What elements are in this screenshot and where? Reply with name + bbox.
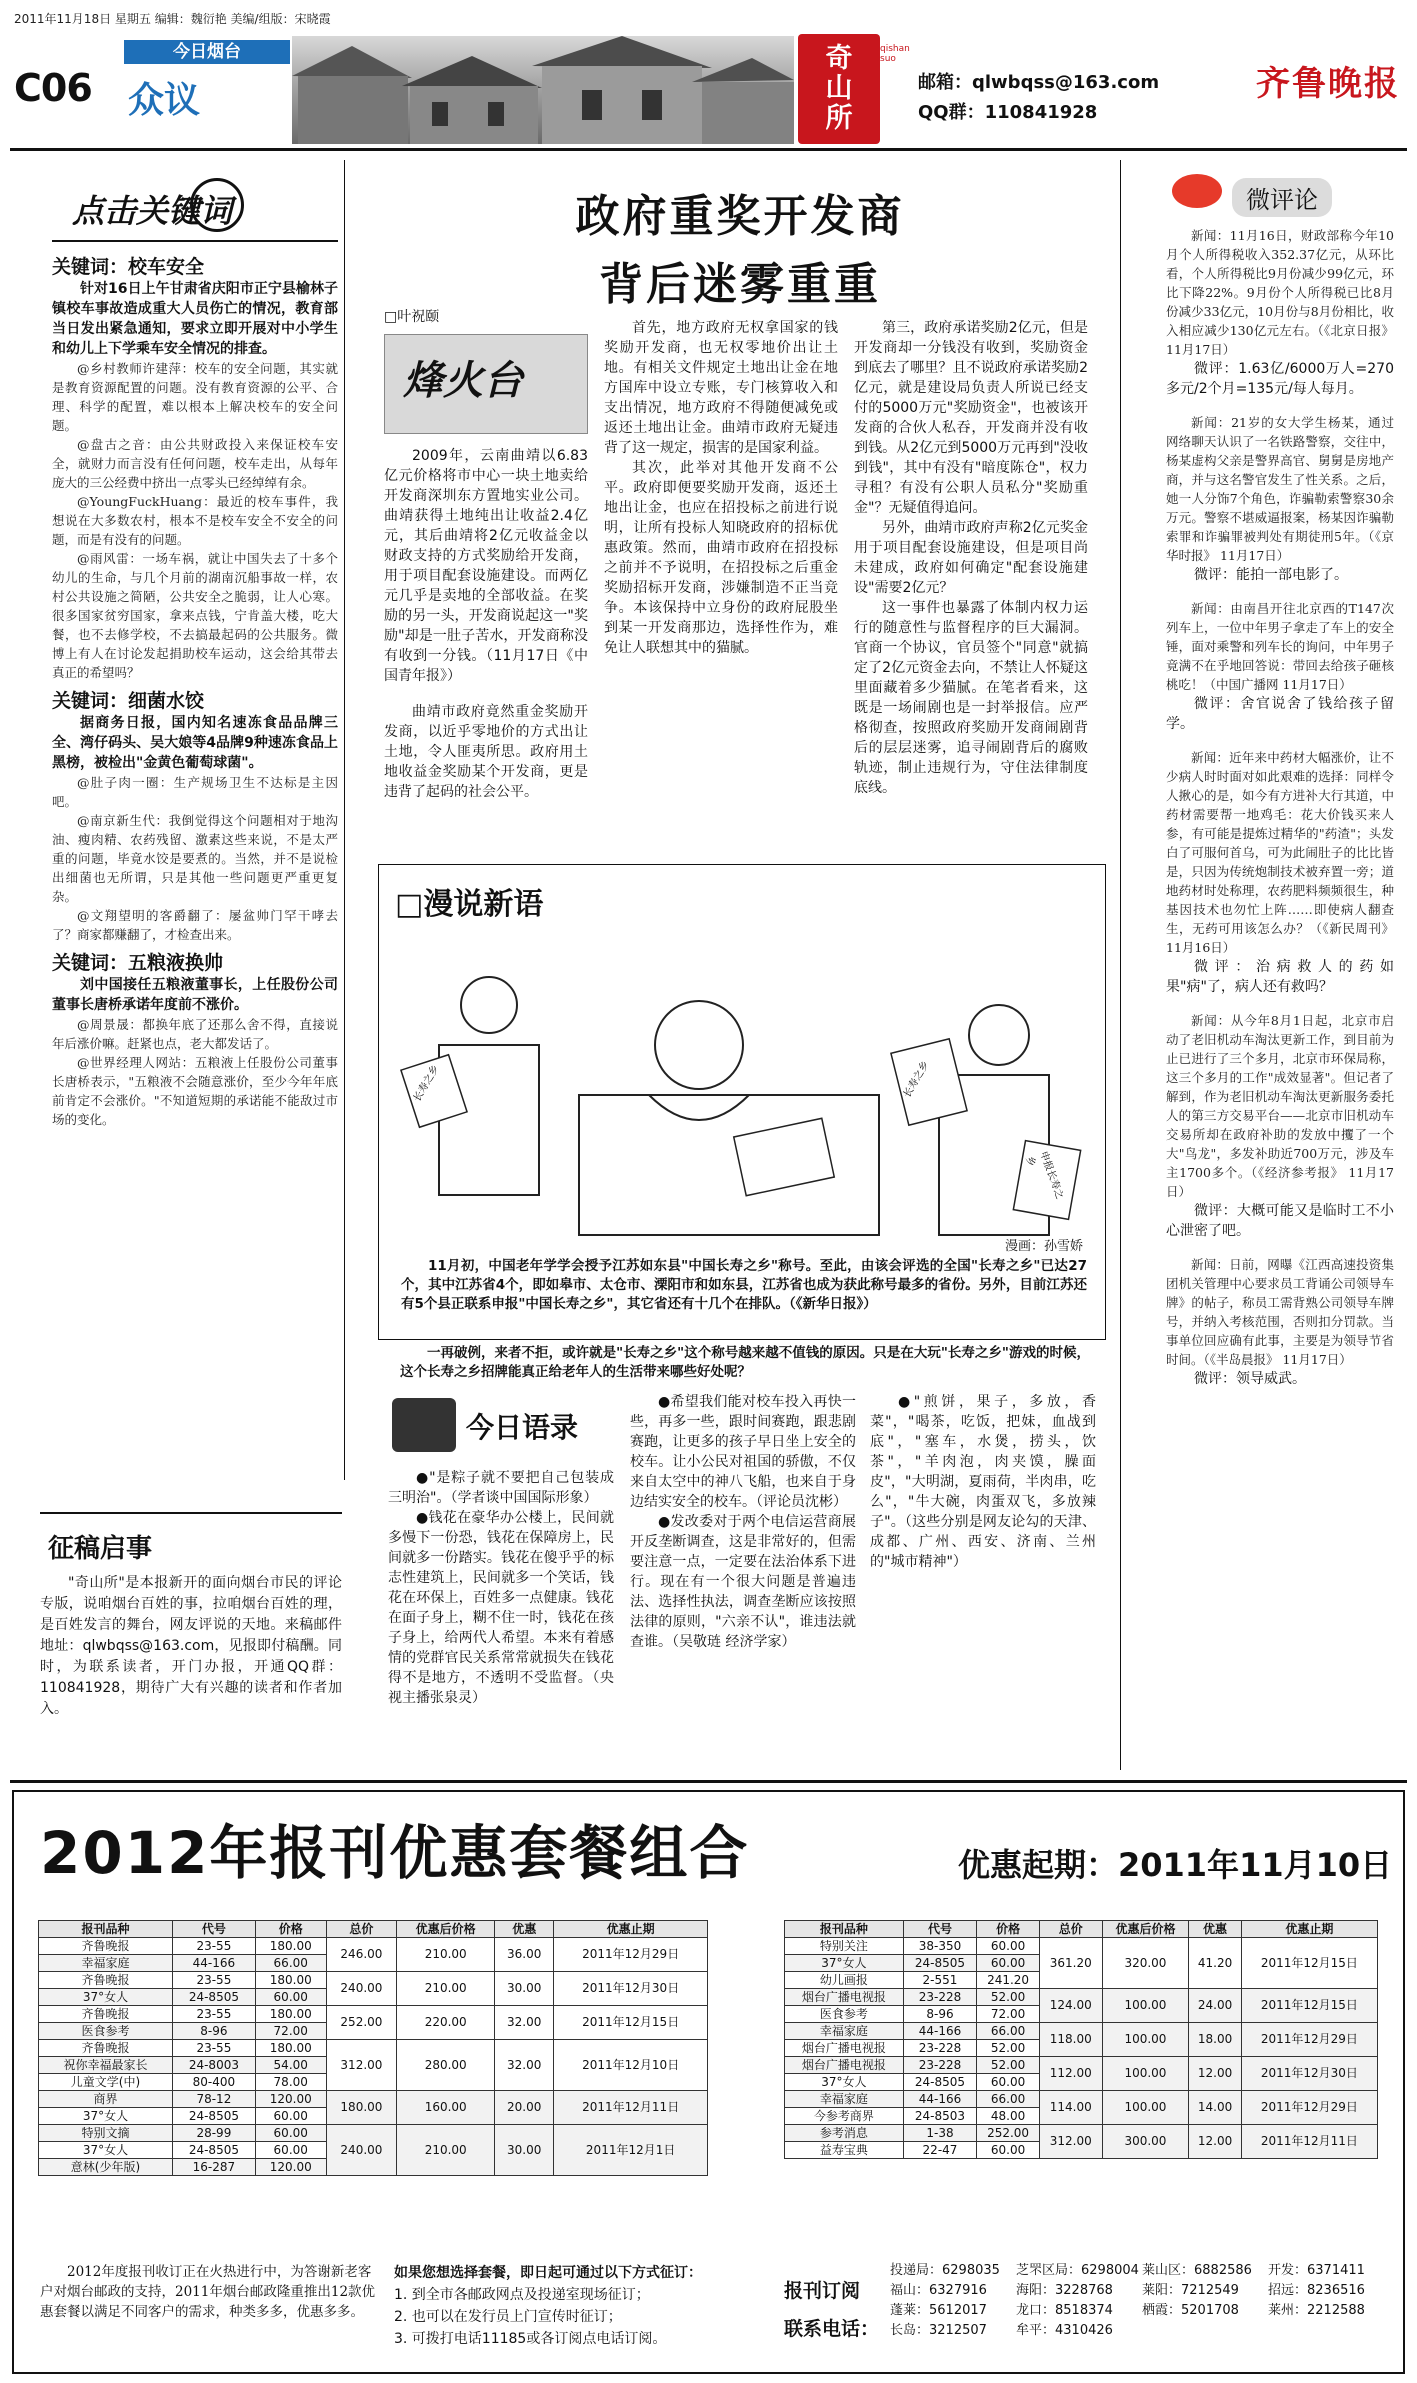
comment: @盘古之音：由公共财政投入来保证校车安全，就财力而言没有任何问题，校车走出，从每年庞大的三公经费中挤出一点零头已经绰绰有余。 xyxy=(52,437,338,490)
table-cell: 幸福家庭 xyxy=(39,1955,173,1972)
table-cell: 36.00 xyxy=(495,1938,554,1972)
table-cell: 2011年12月10日 xyxy=(554,2040,708,2091)
table-cell: 66.00 xyxy=(977,2091,1040,2108)
comment: @肚子肉一圈：生产规场卫生不达标是主因吧。 xyxy=(52,775,338,809)
table-cell: 24-8505 xyxy=(172,2142,255,2159)
phone-number: 莱山区：6882586 xyxy=(1142,2263,1252,2278)
table-cell: 24-8503 xyxy=(903,2108,977,2125)
comment: @乡村教师许建萍：校车的安全问题，其实就是教育资源配置的问题。没有教育资源的公平、合理、科学的配置，难以根本上解决校车的安全问题。 xyxy=(52,361,338,433)
order-method: 3. 可拨打电话11185或各订阅点电话订阅。 xyxy=(394,2331,667,2347)
table-cell: 38-350 xyxy=(903,1938,977,1955)
table-cell: 41.20 xyxy=(1189,1938,1241,1989)
quote-item: ●"是粽子就不要把自己包装成三明治"。（学者谈中国国际形象） xyxy=(388,1470,614,1506)
subscribe-label-1: 报刊订阅 xyxy=(784,2280,861,2302)
table-cell: 60.00 xyxy=(255,1989,326,2006)
weibo-title: 微评论 xyxy=(1232,178,1332,217)
table-cell: 8-96 xyxy=(172,2023,255,2040)
weibo-news: 新闻：由南昌开往北京西的T147次列车上，一位中年男子拿走了车上的安全锤，面对乘警和列车长的询问，中年男子竟满不在乎地回答说：带回去给孩子砸核桃吃！（中国广播网 11月17日） xyxy=(1166,601,1394,692)
article-paragraph: 曲靖市政府竟然重金奖励开发商，以近乎零地价的方式出让土地，令人匪夷所思。政府用土地收益金奖励某个开发商，更是违背了起码的社会公平。 xyxy=(384,704,588,800)
table-cell: 160.00 xyxy=(397,2091,495,2125)
table-header-cell: 报刊品种 xyxy=(785,1921,904,1938)
table-cell: 今参考商界 xyxy=(785,2108,904,2125)
table-cell: 22-47 xyxy=(903,2142,977,2159)
table-cell: 齐鲁晚报 xyxy=(39,2040,173,2057)
table-cell: 2011年12月11日 xyxy=(1241,2125,1377,2159)
table-header-cell: 优惠 xyxy=(495,1921,554,1938)
table-row xyxy=(39,2006,708,2023)
cartoon-sign: 申报长寿之乡 xyxy=(1023,1149,1065,1201)
phone-number: 芝罘区局：6298004 xyxy=(1016,2263,1139,2278)
cartoon-credit: 漫画：孙雪娇 xyxy=(1004,1239,1083,1254)
article-paragraph: 其次，此举对其他开发商不公平。政府即便要奖励开发商，返还土地出让金，也应在招投标之前进行说明，让所有投标人知晓政府的招标优惠政策。然而，曲靖市政府在招投标之前并不予说明，在招投标之后重金奖励招标开发商，涉嫌制造不正当竞争。本该保持中立身份的政府屁股坐到某一开发商那边，选择性作为，难免让人联想其中的猫腻。 xyxy=(604,460,838,656)
table-cell: 医食参考 xyxy=(785,2006,904,2023)
table-row xyxy=(39,2125,708,2142)
subscribe-label-2: 联系电话： xyxy=(784,2318,880,2340)
table-cell: 180.00 xyxy=(326,2091,397,2125)
quotes-col-1 xyxy=(388,1468,614,1768)
table-cell: 32.00 xyxy=(495,2006,554,2040)
table-header-cell: 价格 xyxy=(255,1921,326,1938)
weibo-reply: 微评：能拍一部电影了。 xyxy=(1194,567,1348,583)
table-cell: 72.00 xyxy=(255,2023,326,2040)
quote-item: ●"煎饼，果子，多放，香菜"，"喝茶，吃饭，把妹，血战到底"，"塞车，水煲，捞头，饮茶"，"羊肉泡，肉夹馍，臊面皮"，"大明湖，夏雨荷，半肉串，吃么"，"牛大碗，肉蛋双飞，多放辣子"。（这些分别是网友论勾的天津、成都、广州、西安、济南、兰州的"城市精神"） xyxy=(870,1394,1096,1570)
table-cell: 52.00 xyxy=(977,2057,1040,2074)
table-cell: 2011年12月29日 xyxy=(1241,2023,1377,2057)
table-cell: 37°女人 xyxy=(785,2074,904,2091)
table-cell: 100.00 xyxy=(1102,2057,1189,2091)
table-header-cell: 优惠止期 xyxy=(554,1921,708,1938)
table-cell: 44-166 xyxy=(172,1955,255,1972)
table-cell: 2011年12月15日 xyxy=(1241,1938,1377,1989)
table-cell: 120.00 xyxy=(255,2159,326,2176)
table-cell: 100.00 xyxy=(1102,2023,1189,2057)
table-cell: 280.00 xyxy=(397,2040,495,2091)
brand-logo: 齐鲁晚报 xyxy=(1256,64,1400,104)
table-header-cell: 代号 xyxy=(903,1921,977,1938)
table-cell: 52.00 xyxy=(977,2040,1040,2057)
table-cell: 252.00 xyxy=(326,2006,397,2040)
table-row xyxy=(785,1938,1378,1955)
table-header-cell: 优惠后价格 xyxy=(397,1921,495,1938)
table-cell: 24.00 xyxy=(1189,1989,1241,2023)
phone-number: 福山：6327916 xyxy=(890,2283,987,2298)
table-cell: 30.00 xyxy=(495,2125,554,2176)
table-cell: 烟台广播电视报 xyxy=(785,2057,904,2074)
header-rule xyxy=(10,148,1407,151)
column-rule xyxy=(1120,160,1121,1770)
table-cell: 2011年12月15日 xyxy=(1241,1989,1377,2023)
keywords-column xyxy=(52,172,338,1492)
logo-text: 奇山所 xyxy=(825,43,853,134)
keyword-lead: 据商务日报，国内知名速冻食品品牌三全、湾仔码头、吴大娘等4品牌9种速冻食品上黑榜，被检出"金黄色葡萄球菌"。 xyxy=(52,715,338,771)
table-cell: 23-55 xyxy=(172,1938,255,1955)
notice-title: 征稿启事 xyxy=(48,1534,153,1564)
comment: @世界经理人网站：五粮液上任股份公司董事长唐桥表示，"五粮液不会随意涨价，至少今年年底前肯定不会涨价。"不知道短期的承诺能不能敌过市场的变化。 xyxy=(52,1055,338,1127)
table-cell: 益寿宝典 xyxy=(785,2142,904,2159)
phone-number: 栖霞：5201708 xyxy=(1142,2303,1239,2318)
table-row xyxy=(785,2023,1378,2040)
order-method: 1. 到全市各邮政网点及投递室现场征订； xyxy=(394,2287,650,2303)
table-cell: 烟台广播电视报 xyxy=(785,2040,904,2057)
table-cell: 1-38 xyxy=(903,2125,977,2142)
table-cell: 医食参考 xyxy=(39,2023,173,2040)
table-cell: 60.00 xyxy=(255,2125,326,2142)
order-methods-title: 如果您想选择套餐，即日起可通过以下方式征订： xyxy=(394,2265,702,2281)
table-cell: 60.00 xyxy=(977,2142,1040,2159)
table-cell: 37°女人 xyxy=(39,1989,173,2006)
table-cell: 14.00 xyxy=(1189,2091,1241,2125)
table-row xyxy=(39,2040,708,2057)
table-cell: 幼儿画报 xyxy=(785,1972,904,1989)
article-col-2 xyxy=(604,318,838,856)
headline-line-2: 背后迷雾重重 xyxy=(599,259,881,310)
table-cell: 12.00 xyxy=(1189,2125,1241,2159)
table-cell: 烟台广播电视报 xyxy=(785,1989,904,2006)
article-col-1 xyxy=(384,446,588,856)
table-cell: 361.20 xyxy=(1039,1938,1102,1989)
table-row xyxy=(39,2091,708,2108)
weibo-reply: 微评：治病救人的药如果"病"了，病人还有救吗？ xyxy=(1166,959,1394,995)
magnifier-icon xyxy=(190,178,244,232)
table-row xyxy=(785,2057,1378,2074)
notice-box xyxy=(40,1512,342,1772)
section-tag: 今日烟台 xyxy=(124,40,290,64)
phone-number: 长岛：3212507 xyxy=(890,2323,987,2338)
comment: @文翔望明的客爵翻了：屡盆帅门罕干哮去了？商家都赚翻了，才检查出来。 xyxy=(52,908,338,942)
table-cell: 幸福家庭 xyxy=(785,2023,904,2040)
table-cell: 37°女人 xyxy=(39,2142,173,2159)
column-logo: 烽火台 xyxy=(403,357,523,404)
table-cell: 28-99 xyxy=(172,2125,255,2142)
table-cell: 210.00 xyxy=(397,2125,495,2176)
table-cell: 幸福家庭 xyxy=(785,2091,904,2108)
contact-qq: QQ群：110841928 xyxy=(918,102,1098,123)
table-cell: 特别文摘 xyxy=(39,2125,173,2142)
table-cell: 齐鲁晚报 xyxy=(39,1972,173,1989)
phone-number: 牟平：4310426 xyxy=(1016,2323,1113,2338)
keywords-heading: 点击关键词 xyxy=(72,192,233,230)
order-method: 2. 也可以在发行员上门宣传时征订； xyxy=(394,2309,622,2325)
table-header-cell: 优惠止期 xyxy=(1241,1921,1377,1938)
quote-item: ●发改委对于两个电信运营商展开反垄断调查，这是非常好的，但需要注意一点，一定要在法治体系下进行。现在有一个很大问题是普遍违法、选择性执法，调查垄断应该按照法律的原则，"六亲不认"，谁违法就查谁。（吴敬琏 经济学家） xyxy=(630,1514,856,1650)
phone-number: 投递局：6298035 xyxy=(890,2263,1000,2278)
table-cell: 300.00 xyxy=(1102,2125,1189,2159)
header-photo xyxy=(292,36,794,144)
table-cell: 2011年12月30日 xyxy=(554,1972,708,2006)
weibo-reply: 微评：领导威武。 xyxy=(1194,1371,1306,1387)
table-cell: 祝你幸福最家长 xyxy=(39,2057,173,2074)
table-cell: 60.00 xyxy=(977,1938,1040,1955)
table-cell: 180.00 xyxy=(255,1938,326,1955)
table-cell: 2011年12月29日 xyxy=(554,1938,708,1972)
ad-period: 优惠起期：2011年11月10日 xyxy=(958,1846,1393,1884)
table-cell: 220.00 xyxy=(397,2006,495,2040)
page-number: C06 xyxy=(14,66,92,110)
table-cell: 儿童文学(中) xyxy=(39,2074,173,2091)
ad-footer-left: 2012年度报刊收订正在火热进行中，为答谢新老客户对烟台邮政的支持，2011年烟台邮政隆重推出12款优惠套餐以满足不同客户的需求，种类多多，优惠多多。 xyxy=(40,2264,376,2320)
weibo-reply: 微评：1.63亿/6000万人=270多元/2个月=135元/每人每月。 xyxy=(1166,361,1394,397)
table-row xyxy=(39,1972,708,1989)
table-cell: 24-8505 xyxy=(903,1955,977,1972)
table-cell: 齐鲁晚报 xyxy=(39,2006,173,2023)
article-paragraph: 2009年，云南曲靖以6.83亿元价格将市中心一块土地卖给开发商深圳东方置地实业公司。曲靖获得土地纯出让收益2.4亿元，其后曲靖将2亿元收益金以财政支持的方式奖励给开发商，用于项目配套设施建设。而两亿元几乎是卖地的全部收益。在奖励的另一头，开发商说起这一"奖励"却是一肚子苦水，开发商称没有收到一分钱。（11月17日《中国青年报》） xyxy=(384,448,588,684)
table-header-cell: 报刊品种 xyxy=(39,1921,173,1938)
headline xyxy=(380,180,1100,312)
table-cell: 特别关注 xyxy=(785,1938,904,1955)
table-cell: 齐鲁晚报 xyxy=(39,1938,173,1955)
table-cell: 124.00 xyxy=(1039,1989,1102,2023)
cartoon-title: □漫说新语 xyxy=(395,887,544,922)
comment: @YoungFuckHuang：最近的校车事件，我想说在大多数农村，根本不是校车安全不安全的问题，而是有没有的问题。 xyxy=(52,494,338,547)
table-cell: 78.00 xyxy=(255,2074,326,2091)
table-cell: 商界 xyxy=(39,2091,173,2108)
table-cell: 23-228 xyxy=(903,2040,977,2057)
ad-footer-mid xyxy=(394,2262,774,2350)
table-cell: 20.00 xyxy=(495,2091,554,2125)
cartoon-commentary: 一再破例，来者不拒，或许就是"长寿之乡"这个称号越来越不值钱的原因。只是在大玩"长寿之乡"游戏的时候，这个长寿之乡招牌能真正给老年人的生活带来哪些好处呢？ xyxy=(400,1345,1090,1380)
table-row xyxy=(785,2091,1378,2108)
table-cell: 54.00 xyxy=(255,2057,326,2074)
cartoon-sign: 长寿之乡 xyxy=(411,1063,442,1104)
table-cell: 66.00 xyxy=(977,2023,1040,2040)
quote-item: ●钱花在豪华办公楼上，民间就多慢下一份恐，钱花在保障房上，民间就多一份踏实。钱花在傻乎乎的标志性建筑上，民间就多一个笑话，钱花在环保上，百姓多一点健康。钱花在面子身上，糊不住一时，钱花在孩子身上，给两代人希望。本来有着感情的党群官民关系常常就损失在钱花得不是地方，不透明不受监督。（央视主播张泉灵） xyxy=(388,1510,614,1706)
table-cell: 16-287 xyxy=(172,2159,255,2176)
table-cell: 44-166 xyxy=(903,2023,977,2040)
phone-number: 莱州：2212588 xyxy=(1268,2303,1365,2318)
comment: @雨风雷：一场车祸，就让中国失去了十多个幼儿的生命，与几个月前的湖南沉船事故一样，农村公共设施之简陋，公共安全之脆弱，让人心寒。很多国家贫穷国家，拿来点钱，宁肯盖大楼，吃大餐，也不去修学校，不去搞最起码的公共服务。微博上有人在讨论发起捐助校车运动，这会给其带去真正的希望吗？ xyxy=(52,551,338,680)
table-cell: 参考消息 xyxy=(785,2125,904,2142)
table-cell: 118.00 xyxy=(1039,2023,1102,2057)
table-row xyxy=(39,1938,708,1955)
table-header-cell: 价格 xyxy=(977,1921,1040,1938)
table-cell: 2011年12月29日 xyxy=(1241,2091,1377,2125)
table-cell: 2011年12月30日 xyxy=(1241,2057,1377,2091)
article-col-3 xyxy=(854,318,1088,856)
quotes-header xyxy=(388,1392,614,1462)
comment: @南京新生代：我倒觉得这个问题相对于地沟油、瘦肉精、农药残留、激素这些来说，不是太严重的问题，毕竟水饺是要煮的。当然，并不是说检出细菌也无所谓，只是其他一些问题更严重更复杂。 xyxy=(52,813,338,904)
table-cell: 48.00 xyxy=(977,2108,1040,2125)
table-cell: 52.00 xyxy=(977,1989,1040,2006)
table-cell: 8-96 xyxy=(903,2006,977,2023)
notice-body: "奇山所"是本报新开的面向烟台市民的评论专版，说咱烟台百姓的事，拉咱烟台百姓的理，是百姓发言的舞台，网友评说的天地。来稿邮件地址：qlwbqss@163.com，见报即付稿酬。同时，为联系读者，开门办报，开通QQ群：110841928，期待广大有兴趣的读者和作者加入。 xyxy=(40,1575,342,1717)
table-cell: 60.00 xyxy=(977,1955,1040,1972)
weibo-news: 新闻：近年来中药材大幅涨价，让不少病人时时面对如此艰难的选择：同样令人揪心的是，如今有方进补大行其道，中药材需要帮一地鸡毛：花大价钱买来人参，有可能是提炼过精华的"药渣"；头发白了可服何首乌，可为此闹肚子的比比皆是，只因为传统炮制技术被弃置一旁；道地药材时处称理，农药肥料频频很生，种基因技术也勿忙上阵……即使病人翻查生，无药可用该怎么办？（《新民周刊》 11月16日） xyxy=(1166,750,1394,955)
weibo-news: 新闻：从今年8月1日起，北京市启动了老旧机动车淘汰更新工作，到目前为止已进行了三个多月，北京市环保局称，这三个多月的工作"成效显著"。但记者了解到，作为老旧机动车淘汰更新服务委托人的第三方交易平台——北京市旧机动车交易所却在政府补助的发放中攫了一个大"鸟龙"，多发补助近700万元，涉及车主1700多个。（《经济参考报》 11月17日） xyxy=(1166,1013,1394,1199)
weibo-news: 新闻：21岁的女大学生杨某，通过网络聊天认识了一名铁路警察，交往中，杨某虚构父亲是警界高官、舅舅是房地产商，并与这名警官发生了性关系。之后，她一人分饰7个角色，诈骗勒索警察30余万元。警察不堪威逼报案，杨某因诈骗勒索罪和诈骗罪被判处有期徒刑5年。（《京华时报》 11月17日） xyxy=(1166,415,1394,563)
table-cell: 114.00 xyxy=(1039,2091,1102,2125)
table-cell: 60.00 xyxy=(255,2142,326,2159)
phone-number: 莱阳：7212549 xyxy=(1142,2283,1239,2298)
table-cell: 23-55 xyxy=(172,1972,255,1989)
weibo-header xyxy=(1172,168,1392,218)
table-cell: 100.00 xyxy=(1102,2091,1189,2125)
article-paragraph: 这一事件也暴露了体制内权力运行的随意性与监督程序的巨大漏洞。官商一个协议，官员签个"同意"就搞定了2亿元资金去向，不禁让人怀疑这里面藏着多少猫腻。在笔者看来，这既是一场闹剧也是一封举报信。应严格彻查，按照政府奖励开发商闹剧背后的层层迷雾，追寻闹剧背后的腐败轨迹，制止违规行为，守住法律制度底线。 xyxy=(854,600,1088,796)
table-cell: 240.00 xyxy=(326,2125,397,2176)
table-header-cell: 优惠 xyxy=(1189,1921,1241,1938)
table-cell: 24-8505 xyxy=(903,2074,977,2091)
table-cell: 37°女人 xyxy=(39,2108,173,2125)
keyword-lead: 针对16日上午甘肃省庆阳市正宁县榆林子镇校车事故造成重大人员伤亡的情况，教育部当日发出紧急通知，要求立即开展对中小学生和幼儿上下学乘车安全情况的排查。 xyxy=(52,281,338,357)
weibo-column xyxy=(1166,226,1394,1768)
contact-email: 邮箱：qlwbqss@163.com xyxy=(918,72,1160,93)
table-cell: 2011年12月1日 xyxy=(554,2125,708,2176)
article-paragraph: 第三，政府承诺奖励2亿元，但是开发商却一分钱没有收到，奖励资金到底去了哪里？且不说政府承诺奖励2亿元，就是建设局负责人所说已经支付的5000万元"奖励资金"，也被该开发商的合伙人私吞，开发商并没有收到钱。从2亿元到5000万元再到"没收到钱"，其中有没有"暗度陈仓"，权力寻租？有没有公职人员私分"奖励重金"？无疑值得追问。 xyxy=(854,320,1088,516)
comment: @周景晟：都换年底了还那么舍不得，直接说年后涨价嘛。赶紧也点，老大都发话了。 xyxy=(52,1017,338,1051)
table-cell: 180.00 xyxy=(255,1972,326,1989)
table-cell: 2-551 xyxy=(903,1972,977,1989)
table-row xyxy=(785,1989,1378,2006)
table-cell: 44-166 xyxy=(903,2091,977,2108)
table-row xyxy=(785,2125,1378,2142)
phone-number: 开发：6371411 xyxy=(1268,2263,1365,2278)
quote-item: ●希望我们能对校车投入再快一些，再多一些，跟时间赛跑，跟悲剧赛跑，让更多的孩子早日坐上安全的校车。让小公民对祖国的骄傲，不仅来自太空中的神八飞船，也来自于身边结实安全的校车。（评论员沈彬） xyxy=(630,1394,856,1510)
weibo-reply: 微评：舍官说舍了钱给孩子留学。 xyxy=(1166,696,1394,732)
table-header-cell: 优惠后价格 xyxy=(1102,1921,1189,1938)
phone-number: 蓬莱：5612017 xyxy=(890,2303,987,2318)
table-cell: 246.00 xyxy=(326,1938,397,1972)
article-paragraph: 首先，地方政府无权拿国家的钱奖励开发商，也无权零地价出让土地。有相关文件规定土地出让金在地方国库中设立专账，专门核算收入和支出情况，地方政府不得随便减免或返还土地出让金。曲靖市政府无疑违背了这一规定，损害的是国家利益。 xyxy=(604,320,838,456)
weibo-news: 新闻：日前，网曝《江西高速投资集团机关管理中心要求员工背诵公司领导车牌》的帖子，称员工需背熟公司领导车牌号，并纳入考核范围，否则扣分罚款。当事单位回应确有此事，主要是为领导节省时间。（《半岛晨报》 11月17日） xyxy=(1166,1257,1394,1367)
table-cell: 23-228 xyxy=(903,2057,977,2074)
quotes-col-2 xyxy=(630,1392,856,1768)
table-cell: 24-8505 xyxy=(172,1989,255,2006)
keyword-lead: 刘中国接任五粮液董事长，上任股份公司董事长唐桥承诺年度前不涨价。 xyxy=(52,977,338,1013)
speech-bubble-icon xyxy=(1172,174,1222,208)
table-cell: 72.00 xyxy=(977,2006,1040,2023)
table-cell: 23-228 xyxy=(903,1989,977,2006)
logo-seal xyxy=(798,34,880,144)
table-cell: 23-55 xyxy=(172,2006,255,2023)
table-cell: 60.00 xyxy=(255,2108,326,2125)
table-cell: 240.00 xyxy=(326,1972,397,2006)
table-cell: 32.00 xyxy=(495,2040,554,2091)
table-cell: 312.00 xyxy=(326,2040,397,2091)
table-cell: 18.00 xyxy=(1189,2023,1241,2057)
table-cell: 210.00 xyxy=(397,1972,495,2006)
table-cell: 66.00 xyxy=(255,1955,326,1972)
table-cell: 210.00 xyxy=(397,1938,495,1972)
quotes-col-3 xyxy=(870,1392,1096,1768)
table-header-cell: 总价 xyxy=(1039,1921,1102,1938)
table-cell: 180.00 xyxy=(255,2040,326,2057)
logo-pinyin: qishan suo xyxy=(880,44,910,64)
table-cell: 100.00 xyxy=(1102,1989,1189,2023)
table-cell: 312.00 xyxy=(1039,2125,1102,2159)
table-cell: 2011年12月11日 xyxy=(554,2091,708,2125)
cartoon-sign: 长寿之乡 xyxy=(901,1059,932,1100)
table-cell: 意林(少年版) xyxy=(39,2159,173,2176)
keyword-dumplings: 关键词：细菌水饺 xyxy=(52,690,205,712)
column-logo-box xyxy=(384,334,588,434)
keyword-wuliangye: 关键词：五粮液换帅 xyxy=(52,952,224,974)
phone-number: 招远：8236516 xyxy=(1268,2283,1365,2298)
keywords-section-title xyxy=(52,172,338,242)
section-title: 众议 xyxy=(128,80,201,121)
phone-number: 龙口：8518374 xyxy=(1016,2303,1113,2318)
phone-grid xyxy=(890,2262,1390,2340)
ad-rule xyxy=(10,1780,1407,1783)
table-cell: 120.00 xyxy=(255,2091,326,2108)
ad-title: 2012年报刊优惠套餐组合 xyxy=(40,1819,750,1887)
table-cell: 23-55 xyxy=(172,2040,255,2057)
table-cell: 80-400 xyxy=(172,2074,255,2091)
date-line: 2011年11月18日 星期五 编辑：魏衍艳 美编/组版：宋晓霞 xyxy=(14,12,331,26)
cartoon-box xyxy=(378,864,1106,1340)
table-cell: 112.00 xyxy=(1039,2057,1102,2091)
table-cell: 12.00 xyxy=(1189,2057,1241,2091)
table-cell: 320.00 xyxy=(1102,1938,1189,1989)
table-cell: 24-8505 xyxy=(172,2108,255,2125)
weibo-news: 新闻：11月16日，财政部称今年10月个人所得税收入352.37亿元，从环比看，个人所得税比9月份减少99亿元，环比下降22%。9月份个人所得税已比8月份减少33亿元，10月份与8月份相比，收入相应减少130亿元左右。（《北京日报》 11月17日） xyxy=(1166,228,1394,357)
package-table-right xyxy=(784,1920,1378,2159)
quotes-title: 今日语录 xyxy=(466,1411,579,1444)
table-cell: 78-12 xyxy=(172,2091,255,2108)
headline-line-1: 政府重奖开发商 xyxy=(575,191,905,242)
table-cell: 37°女人 xyxy=(785,1955,904,1972)
byline: □叶祝颐 xyxy=(384,309,440,325)
cartoon-caption: 11月初，中国老年学学会授予江苏如东县"中国长寿之乡"称号。至此，由该会评选的全国"长寿之乡"已达27个，其中江苏省4个，即如皋市、太仓市、溧阳市和如东县，江苏省也成为获此称号最多的省份。另外，目前江苏还有5个县正联系申报"中国长寿之乡"，其它省还有十几个在排队。（《新华日报》） xyxy=(401,1258,1087,1312)
column-rule xyxy=(344,160,345,1480)
table-cell: 24-8003 xyxy=(172,2057,255,2074)
package-table-left xyxy=(38,1920,708,2176)
table-cell: 180.00 xyxy=(255,2006,326,2023)
table-cell: 252.00 xyxy=(977,2125,1040,2142)
table-header-cell: 总价 xyxy=(326,1921,397,1938)
weibo-reply: 微评：大概可能又是临时工不小心泄密了吧。 xyxy=(1166,1203,1394,1239)
table-header-cell: 代号 xyxy=(172,1921,255,1938)
table-cell: 60.00 xyxy=(977,2074,1040,2091)
book-icon xyxy=(392,1398,456,1452)
table-cell: 30.00 xyxy=(495,1972,554,2006)
table-cell: 241.20 xyxy=(977,1972,1040,1989)
article-paragraph: 另外，曲靖市政府声称2亿元奖金用于项目配套设施建设，但是项目尚未建成，政府如何确定"配套设施建设"需要2亿元？ xyxy=(854,520,1088,596)
keyword-school-bus: 关键词：校车安全 xyxy=(52,256,205,278)
phone-number: 海阳：3228768 xyxy=(1016,2283,1113,2298)
table-cell: 2011年12月15日 xyxy=(554,2006,708,2040)
